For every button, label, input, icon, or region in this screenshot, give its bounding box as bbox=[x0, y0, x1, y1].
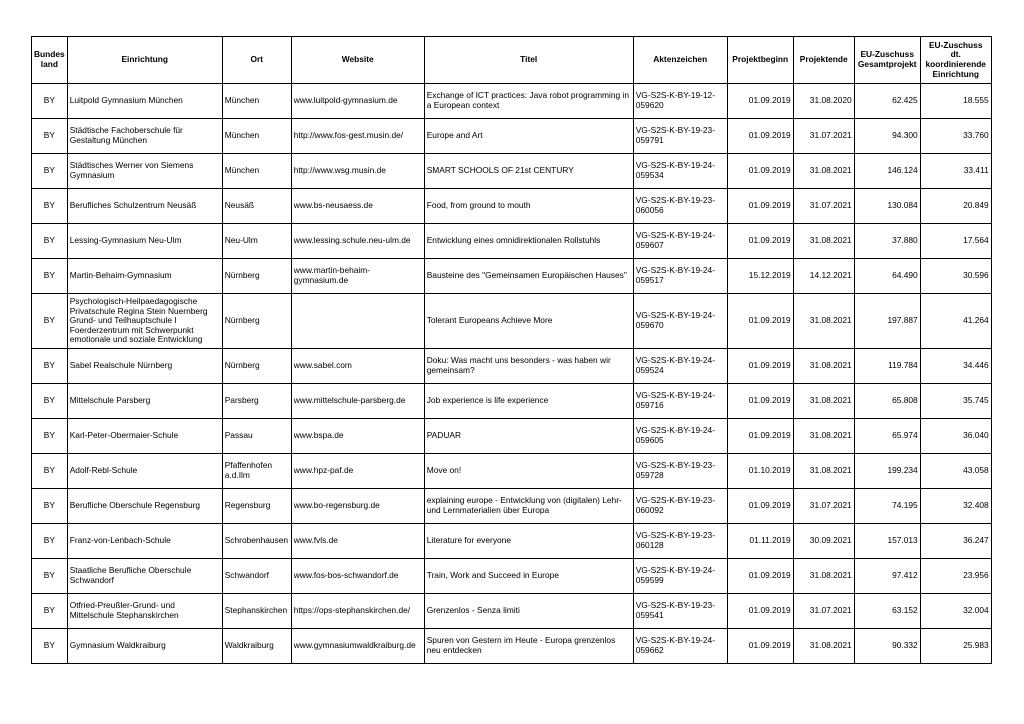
cell-ort: München bbox=[222, 119, 291, 154]
cell-ort: Pfaffenhofen a.d.Ilm bbox=[222, 454, 291, 489]
cell-bundesland: BY bbox=[32, 119, 68, 154]
cell-projektbeginn: 01.09.2019 bbox=[727, 419, 793, 454]
cell-projektbeginn: 01.09.2019 bbox=[727, 224, 793, 259]
cell-aktenzeichen: VG-S2S-K-BY-19-23-060092 bbox=[633, 489, 727, 524]
cell-ort: Stephanskirchen bbox=[222, 594, 291, 629]
cell-website[interactable]: www.fvls.de bbox=[291, 524, 424, 559]
table-row bbox=[32, 294, 992, 349]
cell-ort: Schwandorf bbox=[222, 559, 291, 594]
cell-website bbox=[291, 294, 424, 349]
cell-projektbeginn: 01.09.2019 bbox=[727, 629, 793, 664]
cell-aktenzeichen: VG-S2S-K-BY-19-23-060128 bbox=[633, 524, 727, 559]
cell-zuschuss-gesamt: 146.124 bbox=[854, 154, 920, 189]
cell-einrichtung: Psychologisch-Heilpaedagogische Privatschule Regina Stein Nuernberg Grund- und Teilhauptschule I Foerderzentrum mit Schwerpunkt emotionale und soziale Entwicklung bbox=[67, 294, 222, 349]
cell-zuschuss-gesamt: 157.013 bbox=[854, 524, 920, 559]
cell-titel: Europe and Art bbox=[424, 119, 633, 154]
cell-projektbeginn: 01.09.2019 bbox=[727, 594, 793, 629]
cell-titel: Food, from ground to mouth bbox=[424, 189, 633, 224]
cell-aktenzeichen: VG-S2S-K-BY-19-24-059605 bbox=[633, 419, 727, 454]
table-row bbox=[32, 259, 992, 294]
cell-titel: Train, Work and Succeed in Europe bbox=[424, 559, 633, 594]
table-row bbox=[32, 419, 992, 454]
cell-zuschuss-gesamt: 63.152 bbox=[854, 594, 920, 629]
table-row bbox=[32, 349, 992, 384]
cell-bundesland: BY bbox=[32, 84, 68, 119]
cell-projektbeginn: 01.09.2019 bbox=[727, 119, 793, 154]
cell-einrichtung: Adolf-Rebl-Schule bbox=[67, 454, 222, 489]
cell-projektbeginn: 15.12.2019 bbox=[727, 259, 793, 294]
table-row bbox=[32, 154, 992, 189]
header-projektbeginn: Projektbeginn bbox=[727, 37, 793, 84]
projects-table bbox=[31, 36, 992, 664]
cell-zuschuss-gesamt: 130.084 bbox=[854, 189, 920, 224]
cell-titel: PADUAR bbox=[424, 419, 633, 454]
cell-projektbeginn: 01.09.2019 bbox=[727, 489, 793, 524]
cell-projektende: 31.07.2021 bbox=[793, 594, 854, 629]
cell-zuschuss-gesamt: 119.784 bbox=[854, 349, 920, 384]
cell-ort: Neu-Ulm bbox=[222, 224, 291, 259]
cell-bundesland: BY bbox=[32, 294, 68, 349]
cell-projektende: 31.07.2021 bbox=[793, 189, 854, 224]
cell-website[interactable]: http://www.fos-gest.musin.de/ bbox=[291, 119, 424, 154]
cell-aktenzeichen: VG-S2S-K-BY-19-24-059599 bbox=[633, 559, 727, 594]
cell-titel: Grenzenlos - Senza limiti bbox=[424, 594, 633, 629]
cell-bundesland: BY bbox=[32, 524, 68, 559]
cell-einrichtung: Berufliches Schulzentrum Neusäß bbox=[67, 189, 222, 224]
cell-titel: Exchange of ICT practices: Java robot programming in a European context bbox=[424, 84, 633, 119]
cell-einrichtung: Staatliche Berufliche Oberschule Schwandorf bbox=[67, 559, 222, 594]
cell-ort: München bbox=[222, 154, 291, 189]
cell-zuschuss-gesamt: 94.300 bbox=[854, 119, 920, 154]
cell-zuschuss-gesamt: 65.974 bbox=[854, 419, 920, 454]
table-row bbox=[32, 524, 992, 559]
cell-einrichtung: Luitpold Gymnasium München bbox=[67, 84, 222, 119]
cell-website[interactable]: www.bo-regensburg.de bbox=[291, 489, 424, 524]
cell-zuschuss-koord: 18.555 bbox=[920, 84, 991, 119]
header-projektende: Projektende bbox=[793, 37, 854, 84]
cell-projektende: 31.08.2021 bbox=[793, 294, 854, 349]
cell-projektende: 31.08.2021 bbox=[793, 384, 854, 419]
cell-website[interactable]: http://www.wsg.musin.de bbox=[291, 154, 424, 189]
cell-zuschuss-gesamt: 64.490 bbox=[854, 259, 920, 294]
cell-projektende: 31.07.2021 bbox=[793, 489, 854, 524]
cell-ort: Regensburg bbox=[222, 489, 291, 524]
cell-projektbeginn: 01.11.2019 bbox=[727, 524, 793, 559]
cell-website[interactable]: www.martin-behaim-gymnasium.de bbox=[291, 259, 424, 294]
table-row bbox=[32, 629, 992, 664]
cell-titel: Move on! bbox=[424, 454, 633, 489]
table-row bbox=[32, 594, 992, 629]
header-aktenzeichen: Aktenzeichen bbox=[633, 37, 727, 84]
cell-website[interactable]: www.hpz-paf.de bbox=[291, 454, 424, 489]
cell-ort: Schrobenhausen bbox=[222, 524, 291, 559]
cell-zuschuss-koord: 30.596 bbox=[920, 259, 991, 294]
cell-zuschuss-koord: 25.983 bbox=[920, 629, 991, 664]
cell-bundesland: BY bbox=[32, 559, 68, 594]
cell-website[interactable]: www.bspa.de bbox=[291, 419, 424, 454]
header-ort: Ort bbox=[222, 37, 291, 84]
header-zuschuss-gesamt: EU-Zuschuss Gesamtprojekt bbox=[854, 37, 920, 84]
cell-zuschuss-koord: 23.956 bbox=[920, 559, 991, 594]
table-row bbox=[32, 384, 992, 419]
cell-aktenzeichen: VG-S2S-K-BY-19-24-059534 bbox=[633, 154, 727, 189]
cell-zuschuss-gesamt: 65.808 bbox=[854, 384, 920, 419]
cell-einrichtung: Berufliche Oberschule Regensburg bbox=[67, 489, 222, 524]
cell-bundesland: BY bbox=[32, 454, 68, 489]
header-website: Website bbox=[291, 37, 424, 84]
cell-projektbeginn: 01.09.2019 bbox=[727, 154, 793, 189]
header-bundesland: Bundes land bbox=[32, 37, 68, 84]
cell-einrichtung: Karl-Peter-Obermaier-Schule bbox=[67, 419, 222, 454]
cell-titel: Doku: Was macht uns besonders - was haben wir gemeinsam? bbox=[424, 349, 633, 384]
cell-aktenzeichen: VG-S2S-K-BY-19-24-059662 bbox=[633, 629, 727, 664]
cell-website[interactable]: www.sabel.com bbox=[291, 349, 424, 384]
cell-projektende: 31.08.2021 bbox=[793, 629, 854, 664]
cell-einrichtung: Mittelschule Parsberg bbox=[67, 384, 222, 419]
table-row bbox=[32, 84, 992, 119]
cell-website[interactable]: www.mittelschule-parsberg.de bbox=[291, 384, 424, 419]
cell-website[interactable]: www.lessing.schule.neu-ulm.de bbox=[291, 224, 424, 259]
cell-website[interactable]: www.gymnasiumwaldkraiburg.de bbox=[291, 629, 424, 664]
cell-zuschuss-koord: 43.058 bbox=[920, 454, 991, 489]
cell-website[interactable]: www.luitpold-gymnasium.de bbox=[291, 84, 424, 119]
cell-einrichtung: Lessing-Gymnasium Neu-Ulm bbox=[67, 224, 222, 259]
cell-projektbeginn: 01.09.2019 bbox=[727, 189, 793, 224]
table-row bbox=[32, 489, 992, 524]
cell-einrichtung: Sabel Realschule Nürnberg bbox=[67, 349, 222, 384]
cell-aktenzeichen: VG-S2S-K-BY-19-24-059716 bbox=[633, 384, 727, 419]
cell-projektende: 31.08.2021 bbox=[793, 419, 854, 454]
cell-aktenzeichen: VG-S2S-K-BY-19-24-059524 bbox=[633, 349, 727, 384]
header-einrichtung: Einrichtung bbox=[67, 37, 222, 84]
cell-projektende: 31.08.2021 bbox=[793, 559, 854, 594]
cell-aktenzeichen: VG-S2S-K-BY-19-24-059607 bbox=[633, 224, 727, 259]
cell-titel: SMART SCHOOLS OF 21st CENTURY bbox=[424, 154, 633, 189]
cell-website[interactable]: www.bs-neusaess.de bbox=[291, 189, 424, 224]
cell-ort: Nürnberg bbox=[222, 294, 291, 349]
cell-zuschuss-koord: 33.411 bbox=[920, 154, 991, 189]
cell-aktenzeichen: VG-S2S-K-BY-19-23-060056 bbox=[633, 189, 727, 224]
cell-zuschuss-gesamt: 37.880 bbox=[854, 224, 920, 259]
cell-ort: Parsberg bbox=[222, 384, 291, 419]
cell-ort: Neusäß bbox=[222, 189, 291, 224]
cell-bundesland: BY bbox=[32, 154, 68, 189]
cell-projektende: 31.08.2021 bbox=[793, 454, 854, 489]
cell-zuschuss-gesamt: 90.332 bbox=[854, 629, 920, 664]
cell-aktenzeichen: VG-S2S-K-BY-19-24-059670 bbox=[633, 294, 727, 349]
table-row bbox=[32, 224, 992, 259]
cell-zuschuss-koord: 35.745 bbox=[920, 384, 991, 419]
cell-bundesland: BY bbox=[32, 259, 68, 294]
cell-einrichtung: Martin-Behaim-Gymnasium bbox=[67, 259, 222, 294]
cell-bundesland: BY bbox=[32, 224, 68, 259]
cell-titel: Spuren von Gestern im Heute - Europa grenzenlos neu entdecken bbox=[424, 629, 633, 664]
cell-ort: München bbox=[222, 84, 291, 119]
cell-aktenzeichen: VG-S2S-K-BY-19-12-059620 bbox=[633, 84, 727, 119]
cell-zuschuss-koord: 32.408 bbox=[920, 489, 991, 524]
cell-titel: Tolerant Europeans Achieve More bbox=[424, 294, 633, 349]
cell-projektende: 31.08.2021 bbox=[793, 349, 854, 384]
cell-einrichtung: Otfried-Preußler-Grund- und Mittelschule Stephanskirchen bbox=[67, 594, 222, 629]
cell-aktenzeichen: VG-S2S-K-BY-19-24-059517 bbox=[633, 259, 727, 294]
cell-projektbeginn: 01.09.2019 bbox=[727, 294, 793, 349]
cell-projektbeginn: 01.09.2019 bbox=[727, 349, 793, 384]
header-zuschuss-koord: EU-Zuschuss dt. koordinierende Einrichtung bbox=[920, 37, 991, 84]
cell-zuschuss-gesamt: 197.887 bbox=[854, 294, 920, 349]
cell-aktenzeichen: VG-S2S-K-BY-19-23-059541 bbox=[633, 594, 727, 629]
cell-projektende: 31.08.2020 bbox=[793, 84, 854, 119]
table-row bbox=[32, 189, 992, 224]
cell-titel: Job experience is life experience bbox=[424, 384, 633, 419]
cell-projektbeginn: 01.09.2019 bbox=[727, 84, 793, 119]
cell-zuschuss-koord: 36.247 bbox=[920, 524, 991, 559]
cell-einrichtung: Franz-von-Lenbach-Schule bbox=[67, 524, 222, 559]
cell-aktenzeichen: VG-S2S-K-BY-19-23-059791 bbox=[633, 119, 727, 154]
cell-ort: Nürnberg bbox=[222, 349, 291, 384]
cell-ort: Nürnberg bbox=[222, 259, 291, 294]
cell-zuschuss-koord: 32.004 bbox=[920, 594, 991, 629]
cell-bundesland: BY bbox=[32, 384, 68, 419]
cell-einrichtung: Städtisches Werner von Siemens Gymnasium bbox=[67, 154, 222, 189]
cell-zuschuss-koord: 17.564 bbox=[920, 224, 991, 259]
cell-titel: Bausteine des "Gemeinsamen Europäischen Hauses" bbox=[424, 259, 633, 294]
cell-zuschuss-koord: 34.446 bbox=[920, 349, 991, 384]
cell-projektende: 30.09.2021 bbox=[793, 524, 854, 559]
cell-projektende: 31.08.2021 bbox=[793, 224, 854, 259]
cell-zuschuss-koord: 41.264 bbox=[920, 294, 991, 349]
cell-titel: explaining europe - Entwicklung von (digitalen) Lehr- und Lernmaterialien über Europa bbox=[424, 489, 633, 524]
cell-bundesland: BY bbox=[32, 489, 68, 524]
cell-projektende: 14.12.2021 bbox=[793, 259, 854, 294]
cell-website[interactable]: www.fos-bos-schwandorf.de bbox=[291, 559, 424, 594]
cell-ort: Waldkraiburg bbox=[222, 629, 291, 664]
cell-titel: Entwicklung eines omnidirektionalen Rollstuhls bbox=[424, 224, 633, 259]
cell-projektbeginn: 01.10.2019 bbox=[727, 454, 793, 489]
cell-bundesland: BY bbox=[32, 189, 68, 224]
cell-zuschuss-koord: 20.849 bbox=[920, 189, 991, 224]
cell-aktenzeichen: VG-S2S-K-BY-19-23-059728 bbox=[633, 454, 727, 489]
cell-website[interactable]: https://ops-stephanskirchen.de/ bbox=[291, 594, 424, 629]
cell-projektbeginn: 01.09.2019 bbox=[727, 384, 793, 419]
cell-projektende: 31.07.2021 bbox=[793, 119, 854, 154]
cell-ort: Passau bbox=[222, 419, 291, 454]
cell-zuschuss-gesamt: 62.425 bbox=[854, 84, 920, 119]
header-titel: Titel bbox=[424, 37, 633, 84]
cell-bundesland: BY bbox=[32, 594, 68, 629]
cell-zuschuss-koord: 36.040 bbox=[920, 419, 991, 454]
cell-zuschuss-gesamt: 199.234 bbox=[854, 454, 920, 489]
table-row bbox=[32, 559, 992, 594]
header-row bbox=[32, 37, 992, 84]
cell-zuschuss-koord: 33.760 bbox=[920, 119, 991, 154]
cell-titel: Literature for everyone bbox=[424, 524, 633, 559]
cell-bundesland: BY bbox=[32, 419, 68, 454]
table-row bbox=[32, 454, 992, 489]
cell-einrichtung: Städtische Fachoberschule für Gestaltung München bbox=[67, 119, 222, 154]
cell-zuschuss-gesamt: 74.195 bbox=[854, 489, 920, 524]
cell-bundesland: BY bbox=[32, 349, 68, 384]
cell-zuschuss-gesamt: 97.412 bbox=[854, 559, 920, 594]
cell-projektende: 31.08.2021 bbox=[793, 154, 854, 189]
table-row bbox=[32, 119, 992, 154]
cell-einrichtung: Gymnasium Waldkraiburg bbox=[67, 629, 222, 664]
cell-bundesland: BY bbox=[32, 629, 68, 664]
cell-projektbeginn: 01.09.2019 bbox=[727, 559, 793, 594]
